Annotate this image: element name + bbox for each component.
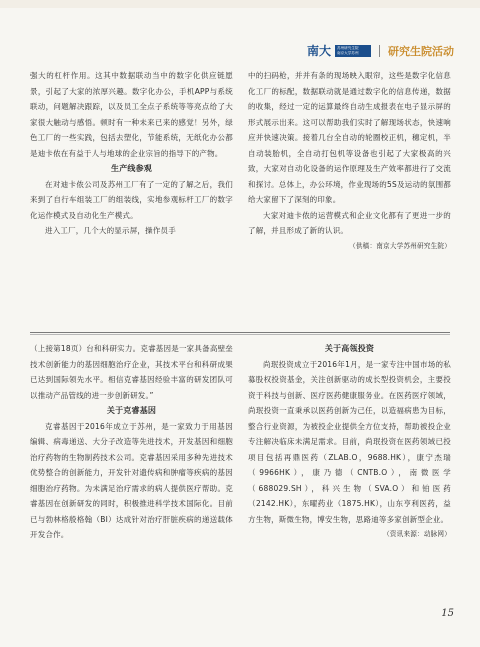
section-divider-thin [30,334,450,335]
running-header [307,42,454,59]
header-badge-line-1: 苏州研究生院 [337,45,359,50]
top-left-column [30,68,233,239]
paragraph: 中的扫码枪，并并有条的现场映入眼帘，这些是数字化信息化工厂的标配，数据联动就是通过数字化的信息传递，数据的收集，经过一定的运算最终自动生成报表在电子显示屏的形式展示出来。这可以帮助我们实时了解现场状态，快速响应并快速决策。接着几台全自动的轮圈校正机，穗定机，半自动装胎机，全自动打包机等设备也引起了大家极高的兴致，大家对自动化设备的运作原理及生产效率都进行了交流和探讨。总体上，办公环境，作业现场的5S及运动的氛围都给大家留下了深刻的印象。 [248,71,451,204]
subheading-line-visit: 生产线参观 [111,164,152,173]
paragraph: 在对迪卡侬公司及苏州工厂有了一定的了解之后，我们来到了自行车组装工厂的组装线，实地参观标杆工厂的数字化运作模式及自动化生产模式。 [30,179,233,220]
paragraph: （上接第18页）台和科研实力。克睿基因是一家具备高壁垒技术创新能力的基因细胞治疗企业，其技术平台和科研成果已达到国际领先水平。相信克睿基因经验丰富的研发团队可以推动产品管线的进一步创新研发。” [30,344,233,400]
header-separator [379,45,380,57]
section-divider [30,332,450,333]
paragraph: 克睿基因于2016年成立于苏州，是一家致力于用基因编辑、病毒递送、大分子改造等先进技术，开发基因和细胞治疗药物的生物制药技术公司。克睿基因采用多种先进技术优势整合的创新能力，开发针对遗传病和肿瘤等疾病的基因细胞治疗药物。为未满足治疗需求的病人提供医疗帮助。克睿基因在创新研发的同时，积极推进科学技术国际化。目前已与勃林格殷格翰（BI）达成针对治疗肝脏疾病的递送载体开发合作。 [30,421,233,539]
subheading-about-hillhouse: 关于高瓴投资 [324,344,375,353]
top-band [0,0,480,8]
paragraph: 进入工厂，几个大的显示屏，操作员手 [45,226,176,235]
bottom-right-column [248,341,451,543]
header-badge-line-2: 南京大学苏州 [337,50,359,55]
paragraph: 大家对迪卡侬的运营模式和企业文化都有了更进一步的了解，并且形成了新的认识。 [248,210,451,235]
header-logo-badge [335,45,371,57]
top-right-column [248,68,451,254]
header-mark: 南大 [306,44,331,58]
paragraph: 强大的杠杆作用。这其中数据联动当中的数字化供应链愿景，引起了大家的浓厚兴趣。数字化办公，手机APP与系统联动，问题解决跟踪，以及员工全点子系统等等亮点给了大家很大触动与感悟。顿时有一种未来已来的感觉！另外，绿色工厂的一些实践，包括去塑化，节能系统，无纸化办公都是迪卡侬在有益于人与地球的企业宗旨的指导下的产物。 [30,71,233,158]
section-title: 研究生院活动 [388,44,454,58]
bottom-left-column [30,341,233,543]
subheading-about-cure-genetics: 关于克睿基因 [106,406,157,415]
paragraph: 尚珉投资成立于2016年1月，是一家专注中国市场的私募股权投资基金，关注创新驱动的成长型投资机会，主要投资于科技与创新、医疗医药健康服务业。在医药医疗领域，尚珉投资一直秉承以医药创新为己任，以造福病患为目标，整合行业资源，为被投企业提供全方位支持，帮助被投企业专注解决临床未满足需求。目前，尚珉投资在医药领域已投项目包括再鼎医药（ZLAB.O，9688.HK），康宁杰瑞（9966HK），康乃德（CNTB.O），南微医学（688029.SH），科兴生物（SVA.O）和铂医药（2142.HK），东曜药业（1875.HK），山东亨利医药，益方生物，斯微生物，博安生物，思路迪等多家创新型企业。 [248,359,451,524]
page-number: 15 [441,608,454,619]
credit-line: （供稿：南京大学苏州研究生院） [349,241,451,250]
credit-line: （资讯来源：动脉网） [383,530,451,538]
